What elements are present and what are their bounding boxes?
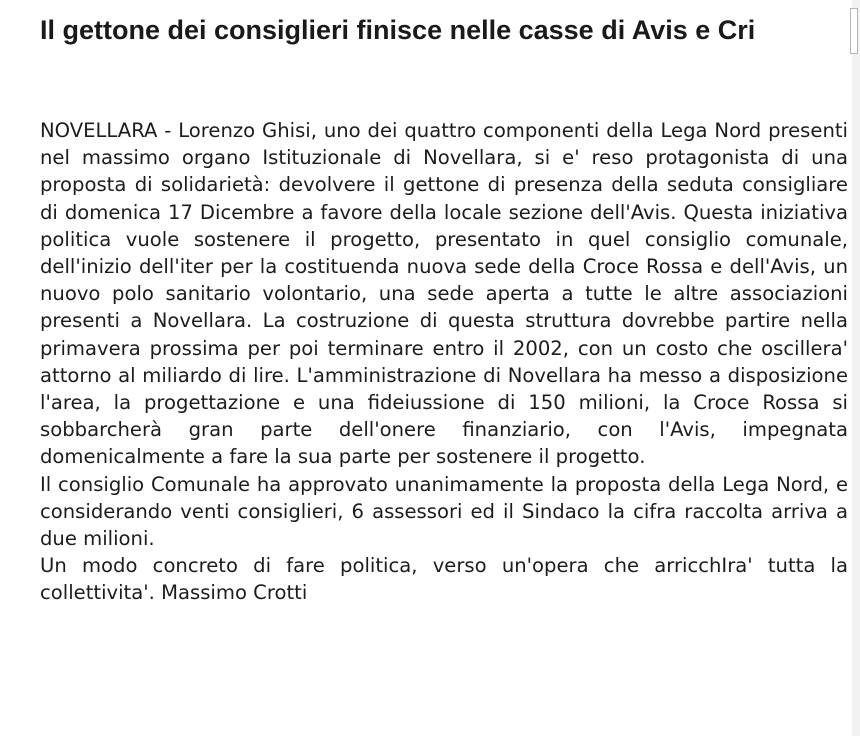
article-paragraph-3: Un modo concreto di fare politica, verso un'opera che arricchIra' tutta la collettivita'. Massimo Crotti bbox=[40, 554, 848, 605]
vertical-scrollbar-track[interactable] bbox=[852, 0, 860, 736]
article-paragraph-2: Il consiglio Comunale ha approvato unanimamente la proposta della Lega Nord, e considerando venti consiglieri, 6 assessori ed il Sindaco la cifra raccolta arriva a due milioni. bbox=[40, 472, 848, 551]
article-paragraph-1: NOVELLARA - Lorenzo Ghisi, uno dei quattro componenti della Lega Nord presenti nel massimo organo Istituzionale di Novellara, si e' reso protagonista di una proposta di solidarietà: devolvere il gettone di presenza della seduta consigliare di domenica 17 Dicembre a favore della locale sezione dell'Avis. Questa iniziativa politica vuole sostenere il progetto, presentato in quel consiglio comunale, dell'inizio dell'iter per la costituenda nuova sede della Croce Rossa e dell'Avis, un nuovo polo sanitario volontario, una sede aperta a tutte le altre associazioni presenti a Novellara. La costruzione di questa struttura dovrebbe partire nella primavera prossima per poi terminare entro il 2002, con un costo che oscillera' attorno al miliardo di lire. L'amministrazione di Novellara ha messo a disposizione l'area, la progettazione e una fideiussione di 150 milioni, la Croce Rossa si sobbarcherà gran parte dell'onere finanziario, con l'Avis, impegnata domenicalmente a fare la sua parte per sostenere il progetto. bbox=[40, 119, 848, 469]
article-headline: Il gettone dei consiglieri finisce nelle casse di Avis e Cri bbox=[40, 15, 756, 45]
article-body bbox=[40, 117, 848, 607]
vertical-scrollbar-thumb[interactable] bbox=[850, 8, 858, 54]
